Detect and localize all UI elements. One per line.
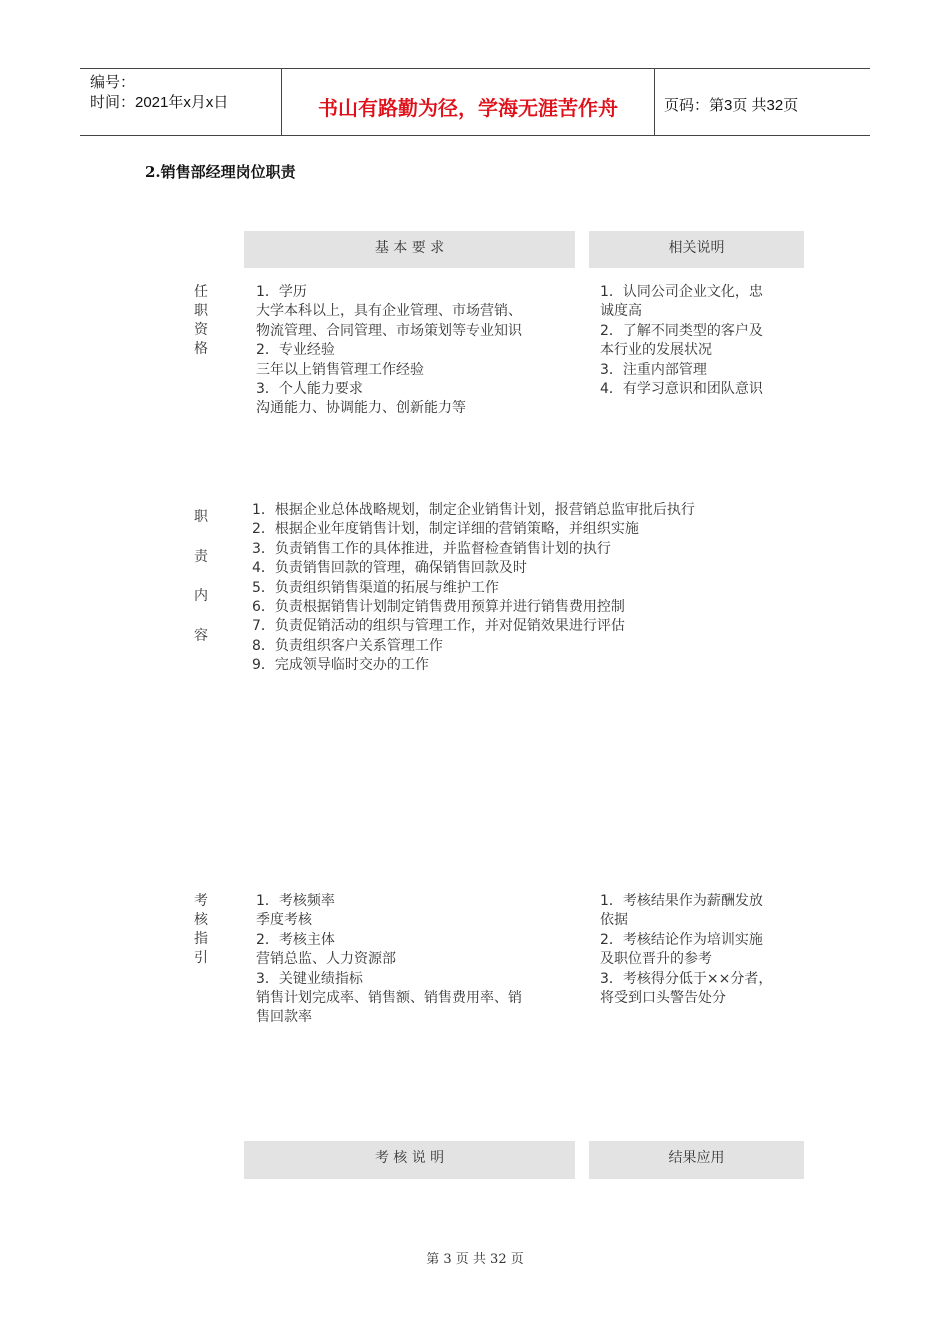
duty-item: 6．负责根据销售计划制定销售费用预算并进行销售费用控制 [252,599,625,616]
assessment-line: 1．考核频率 [256,893,335,909]
requirement-line: 物流管理、合同管理、市场策划等专业知识 [256,322,522,339]
row-label-char: 核 [194,912,208,928]
requirement-line: 1．学历 [256,284,307,300]
application-line: 依据 [600,912,628,929]
note-line: 3．注重内部管理 [600,361,707,378]
header-box-requirements-label: 基 本 要 求 [374,240,445,256]
requirement-line: 三年以上销售管理工作经验 [256,361,424,378]
assessment-line: 3．关键业绩指标 [256,970,363,987]
note-line: 1．认同公司企业文化，忠 [600,284,763,300]
row-label-char: 格 [194,341,208,357]
row-label-char: 职 [194,303,208,319]
duties-list [252,501,695,676]
header-box-requirements [244,231,575,268]
assessment-description [256,892,522,1028]
note-line: 4．有学习意识和团队意识 [600,381,763,398]
assessment-line: 销售计划完成率、销售额、销售费用率、销 [256,990,522,1007]
row-label-char: 资 [194,322,208,338]
requirement-line: 大学本科以上，具有企业管理、市场营销、 [256,303,522,320]
duty-item: 1．根据企业总体战略规划，制定企业销售计划，报营销总监审批后执行 [252,502,695,518]
row-label-char: 考 [194,893,208,909]
header-time-label: 时间：2021年x月x日 [90,94,229,111]
row-label-duties [192,498,210,656]
note-line: 本行业的发展状况 [600,342,712,359]
row-label-assessment [192,892,210,968]
row-label-char: 指 [194,931,208,947]
note-line: 诚度高 [600,303,642,320]
application-line: 及职位晋升的参考 [600,951,712,968]
requirement-line: 沟通能力、协调能力、创新能力等 [256,400,466,417]
header-slogan: 书山有路勤为径，学海无涯苦作舟 [318,96,618,120]
header-top-rule [80,68,870,69]
requirement-line: 2．专业经验 [256,342,335,359]
row-label-qualifications [192,283,210,359]
application-line: 1．考核结果作为薪酬发放 [600,893,763,909]
note-line: 2．了解不同类型的客户及 [600,322,763,339]
header-number-label: 编号： [90,74,136,91]
duty-item: 2．根据企业年度销售计划，制定详细的营销策略，并组织实施 [252,521,639,538]
footer-box-description [244,1141,575,1179]
footer-box-application [589,1141,804,1179]
row-label-char: 引 [194,950,208,966]
footer-box-application-label: 结果应用 [668,1150,725,1166]
row-label-char: 责 [194,548,208,565]
header-divider-right [654,68,655,136]
requirement-line: 3．个人能力要求 [256,381,363,398]
assessment-line: 营销总监、人力资源部 [256,951,396,968]
page-footer: 第 3 页 共 32 页 [426,1252,524,1267]
application-line: 将受到口头警告处分 [600,990,726,1007]
row-label-char: 任 [194,284,208,300]
assessment-line: 售回款率 [256,1009,312,1026]
section-title: 2.销售部经理岗位职责 [145,163,296,181]
duty-item: 7．负责促销活动的组织与管理工作，并对促销效果进行评估 [252,618,625,635]
header-box-notes-label: 相关说明 [668,240,725,256]
application-line: 2．考核结论作为培训实施 [600,931,763,948]
row-label-char: 内 [194,588,208,604]
duty-item: 3．负责销售工作的具体推进，并监督检查销售计划的执行 [252,540,611,557]
assessment-line: 2．考核主体 [256,931,335,948]
assessment-application [600,892,772,1008]
header-box-notes [589,231,804,268]
assessment-line: 季度考核 [256,912,312,929]
duty-item: 8．负责组织客户关系管理工作 [252,637,443,654]
application-line: 3．考核得分低于××分者， [600,970,773,987]
footer-box-description-label: 考 核 说 明 [374,1150,445,1166]
row-label-char: 容 [194,627,208,644]
header-page-label: 页码：第3页 共32页 [664,97,799,114]
duty-item: 9．完成领导临时交办的工作 [252,657,429,674]
duty-item: 5．负责组织销售渠道的拓展与维护工作 [252,579,499,596]
qualifications-requirements [256,283,522,419]
duty-item: 4．负责销售回款的管理，确保销售回款及时 [252,560,527,577]
row-label-char: 职 [194,509,208,525]
qualifications-notes [600,283,763,399]
header-bottom-rule [80,135,870,136]
